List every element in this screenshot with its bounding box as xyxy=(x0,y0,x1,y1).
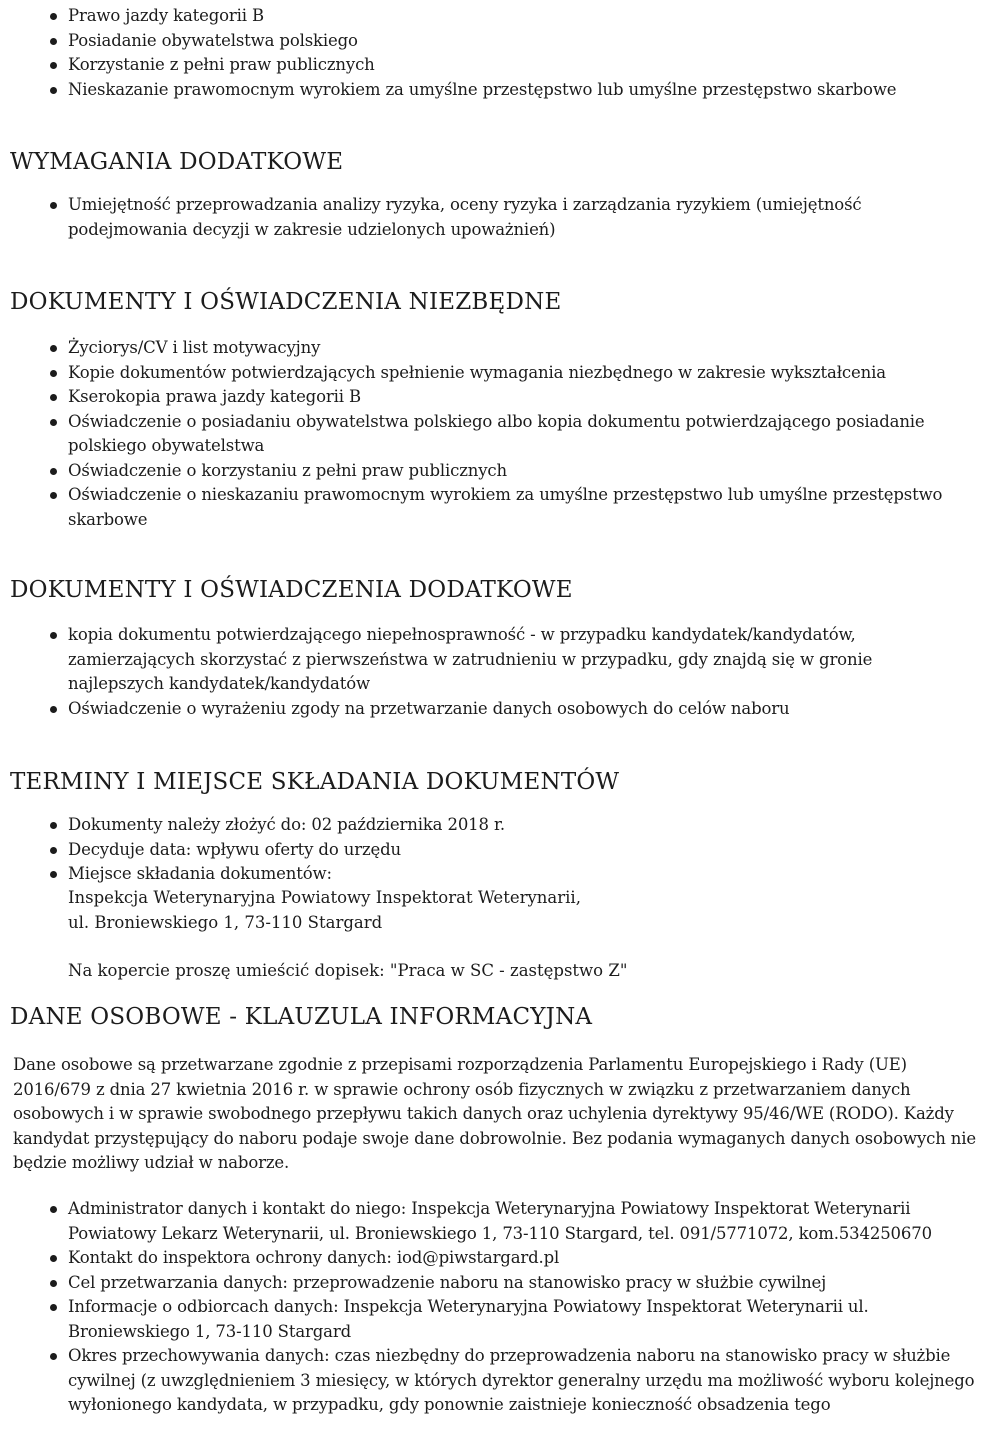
envelope-note: Na kopercie proszę umieścić dopisek: "Praca w SC - zastępstwo Z" xyxy=(68,961,628,980)
list-item: Oświadczenie o posiadaniu obywatelstwa polskiego albo kopia dokumentu potwierdzającego posiadanie polskiego obywatelstwa xyxy=(0,410,1000,459)
list-item: Cel przetwarzania danych: przeprowadzenie naboru na stanowisko pracy w służbie cywilnej xyxy=(0,1271,1000,1296)
list-item: Miejsce składania dokumentów: xyxy=(0,862,1000,887)
requirements-list xyxy=(0,4,1000,102)
list-item: Korzystanie z pełni praw publicznych xyxy=(0,53,1000,78)
bullet-icon xyxy=(50,822,57,829)
bullet-icon xyxy=(50,370,57,377)
bullet-icon xyxy=(50,38,57,45)
section-heading-terminy: TERMINY I MIEJSCE SKŁADANIA DOKUMENTÓW xyxy=(10,769,620,795)
list-item: Prawo jazdy kategorii B xyxy=(0,4,1000,29)
bullet-icon xyxy=(50,871,57,878)
bullet-icon xyxy=(50,13,57,20)
bullet-icon xyxy=(50,419,57,426)
bullet-icon xyxy=(50,1353,57,1360)
list-item: Życiorys/CV i list motywacyjny xyxy=(0,336,1000,361)
additional-requirements-list xyxy=(0,193,1000,242)
list-item: Decyduje data: wpływu oferty do urzędu xyxy=(0,838,1000,863)
list-item: Oświadczenie o korzystaniu z pełni praw publicznych xyxy=(0,459,1000,484)
bullet-icon xyxy=(50,1206,57,1213)
list-item: Nieskazanie prawomocnym wyrokiem za umyślne przestępstwo lub umyślne przestępstwo skarbowe xyxy=(0,78,1000,103)
list-item: Oświadczenie o nieskazaniu prawomocnym wyrokiem za umyślne przestępstwo lub umyślne przestępstwo skarbowe xyxy=(0,483,1000,532)
list-item: Administrator danych i kontakt do niego: Inspekcja Weterynaryjna Powiatowy Inspektorat Weterynarii Powiatowy Lekarz Weterynarii, ul. Broniewskiego 1, 73-110 Stargard, tel. 091/5771072, kom.534250670 xyxy=(0,1197,1000,1246)
gdpr-list xyxy=(0,1197,1000,1418)
bullet-icon xyxy=(50,706,57,713)
list-item: Okres przechowywania danych: czas niezbędny do przeprowadzenia naboru na stanowisko pracy w służbie cywilnej (z uwzględnieniem 3 miesięcy, w których dyrektor generalny urzędu ma możliwość wyboru kolejnego wyłonionego kandydata, w przypadku, gdy ponownie zaistnieje konieczność obsadzenia tego xyxy=(0,1344,1000,1418)
list-item: kopia dokumentu potwierdzającego niepełnosprawność - w przypadku kandydatek/kandydatów, zamierzających skorzystać z pierwszeństwa w zatrudnieniu w przypadku, gdy znajdą się w gronie najlepszych kandydatek/kandydatów xyxy=(0,623,1000,697)
bullet-icon xyxy=(50,87,57,94)
bullet-icon xyxy=(50,345,57,352)
list-item: Informacje o odbiorcach danych: Inspekcja Weterynaryjna Powiatowy Inspektorat Weterynarii ul. Broniewskiego 1, 73-110 Stargard xyxy=(0,1295,1000,1344)
bullet-icon xyxy=(50,492,57,499)
list-item: Kserokopia prawa jazdy kategorii B xyxy=(0,385,1000,410)
section-heading-dokumenty-dodatkowe: DOKUMENTY I OŚWIADCZENIA DODATKOWE xyxy=(10,577,573,603)
list-item: Oświadczenie o wyrażeniu zgody na przetwarzanie danych osobowych do celów naboru xyxy=(0,697,1000,722)
list-item: Kopie dokumentów potwierdzających spełnienie wymagania niezbędnego w zakresie wykształcenia xyxy=(0,361,1000,386)
bullet-icon xyxy=(50,202,57,209)
bullet-icon xyxy=(50,1280,57,1287)
gdpr-paragraph: Dane osobowe są przetwarzane zgodnie z przepisami rozporządzenia Parlamentu Europejskiego i Rady (UE) 2016/679 z dnia 27 kwietnia 2016 r. w sprawie ochrony osób fizycznych w związku z przetwarzaniem danych osobowych i w sprawie swobodnego przepływu takich danych oraz uchylenia dyrektywy 95/46/WE (RODO). Każdy kandydat przystępujący do naboru podaje swoje dane dobrowolnie. Bez podania wymaganych danych osobowych nie będzie możliwy udział w naborze. xyxy=(13,1055,977,1172)
required-documents-list xyxy=(0,336,1000,532)
bullet-icon xyxy=(50,847,57,854)
section-heading-dokumenty-niezbedne: DOKUMENTY I OŚWIADCZENIA NIEZBĘDNE xyxy=(10,289,562,315)
deadlines-list xyxy=(0,813,1000,887)
bullet-icon xyxy=(50,394,57,401)
bullet-icon xyxy=(50,1255,57,1262)
list-item: Umiejętność przeprowadzania analizy ryzyka, oceny ryzyka i zarządzania ryzykiem (umiejętność podejmowania decyzji w zakresie udzielonych upoważnień) xyxy=(0,193,1000,242)
list-item: Kontakt do inspektora ochrony danych: iod@piwstargard.pl xyxy=(0,1246,1000,1271)
section-heading-dane-osobowe: DANE OSOBOWE - KLAUZULA INFORMACYJNA xyxy=(10,1004,593,1030)
section-heading-wymagania-dodatkowe: WYMAGANIA DODATKOWE xyxy=(10,149,344,175)
bullet-icon xyxy=(50,468,57,475)
bullet-icon xyxy=(50,1304,57,1311)
bullet-icon xyxy=(50,632,57,639)
address-line: Inspekcja Weterynaryjna Powiatowy Inspektorat Weterynarii, xyxy=(68,888,581,907)
bullet-icon xyxy=(50,62,57,69)
list-item: Posiadanie obywatelstwa polskiego xyxy=(0,29,1000,54)
list-item: Dokumenty należy złożyć do: 02 października 2018 r. xyxy=(0,813,1000,838)
address-line: ul. Broniewskiego 1, 73-110 Stargard xyxy=(68,913,383,932)
additional-documents-list xyxy=(0,623,1000,721)
